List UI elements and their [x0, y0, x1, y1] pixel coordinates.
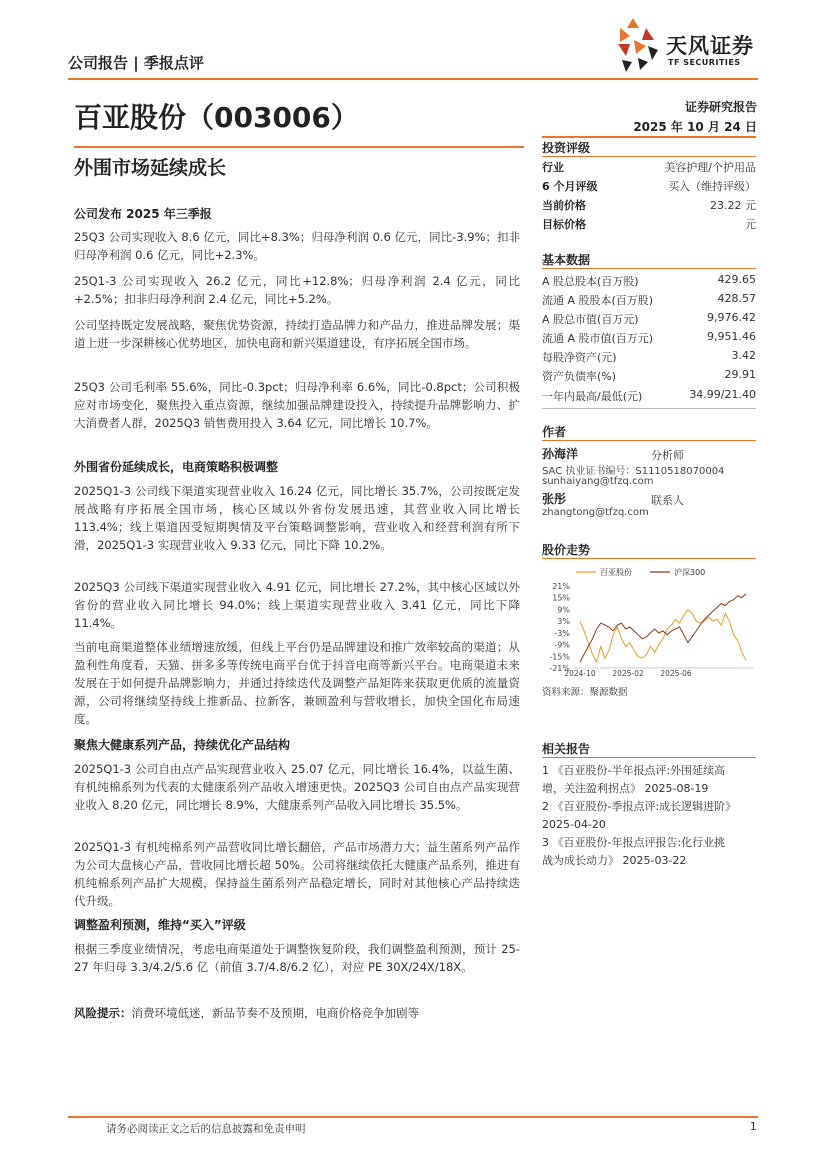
rating-row-price: [542, 197, 756, 216]
author-title: 作者: [542, 425, 567, 439]
rating-row-target: [542, 216, 756, 235]
row-key: 流通 A 股市值(百万元): [542, 332, 654, 345]
y-tick-label: -15%: [549, 652, 570, 662]
footer-divider: [68, 1116, 758, 1118]
author2-name: 张彤: [542, 492, 567, 506]
paragraph: 2025Q3 公司线下渠道实现营业收入 4.91 亿元，同比增长 27.2%，其中核心区域以外省份的营业收入同比增长 94.0%；线上渠道实现营业收入 3.41 亿元，同比下降 11.4%。: [74, 580, 520, 630]
related-report-1[interactable]: [542, 762, 725, 798]
section-title-products: 聚焦大健康系列产品，持续优化产品结构: [74, 738, 291, 752]
header-divider: [68, 78, 758, 80]
section-title-forecast: 调整盈利预测，维持“买入”评级: [74, 918, 246, 932]
row-key: 一年内最高/最低(元): [542, 390, 643, 403]
related-line: 1 《百亚股份-半年报点评:外围延续高: [542, 764, 726, 777]
y-tick-label: 15%: [552, 593, 570, 603]
row-key: A 股总股本(百万股): [542, 275, 639, 288]
y-tick-label: -3%: [554, 628, 570, 638]
paragraph: 2025Q1-3 有机纯棉系列产品营收同比增长翻倍，产品市场潜力大；益生菌系列产品作为公司大盘核心产品，营收同比增长超 50%。公司将继续依托大健康产品系列，推进有机纯棉系列产品扩大规模，保持益生菌系列产品稳定增长，同时对其他核心产品持续迭代升级。: [74, 840, 520, 908]
legend-label: 百亚股份: [600, 568, 632, 577]
row-value: 23.22 元: [710, 199, 756, 212]
paragraph: 当前电商渠道整体业绩增速放缓，但线上平台仍是品牌建设和推广效率较高的渠道；从盈利性角度看，天猫、拼多多等传统电商平台优于抖音电商等新兴平台。电商渠道未来发展在于如何提升品牌影响力，并通过持续迭代及调整产品矩阵来获取更优质的流量资源，公司将继续坚持线上推新品、拉新客，兼顾盈利与营收增长，加快全国化布局速度。: [74, 640, 520, 726]
y-tick-label: 3%: [557, 617, 570, 627]
row-key: 6 个月评级: [542, 180, 598, 193]
section-title-q3: 公司发布 2025 年三季报: [74, 207, 212, 221]
basic-data-title: 基本数据: [542, 253, 591, 267]
basic-row: [542, 311, 756, 330]
author2-role: 联系人: [651, 494, 684, 507]
related-line: 2 《百亚股份-季报点评:成长逻辑进阶》: [542, 800, 737, 813]
disclaimer: 请务必阅读正文之后的信息披露和免责申明: [106, 1123, 306, 1135]
risk-text: 消费环境低迷，新品节奏不及预期，电商价格竞争加剧等: [131, 1006, 419, 1020]
legend-label: 沪深300: [674, 568, 706, 577]
related-line: 战为成长动力》 2025-03-22: [542, 854, 687, 867]
divider: [542, 440, 756, 441]
row-value: 29.91: [724, 368, 756, 381]
price-chart-title: 股价走势: [542, 543, 591, 557]
risk-label: 风险提示：: [74, 1006, 132, 1020]
paragraph: 25Q1-3 公司实现收入 26.2 亿元，同比+12.8%；归母净利润 2.4 亿元，同比+2.5%；扣非归母净利润 2.4 亿元，同比+5.2%。: [74, 274, 520, 306]
row-value: 9,951.46: [707, 330, 756, 343]
row-value: 428.57: [717, 292, 756, 305]
price-chart: [540, 564, 760, 682]
series-line: [580, 594, 746, 662]
rating-row-industry: [542, 159, 756, 178]
author2-email[interactable]: zhangtong@tfzq.com: [542, 507, 649, 518]
y-tick-label: -9%: [554, 640, 570, 650]
related-report-3[interactable]: [542, 834, 725, 870]
row-value: 买入（维持评级）: [668, 180, 756, 193]
author1-name: 孙海洋: [542, 447, 579, 461]
row-key: 每股净资产(元): [542, 351, 617, 364]
row-key: 行业: [542, 161, 564, 174]
row-key: 资产负债率(%): [542, 370, 617, 383]
row-key: A 股总市值(百万元): [542, 313, 639, 326]
divider: [542, 558, 756, 559]
basic-row: [542, 330, 756, 349]
logo-name-cn: 天风证券: [666, 34, 754, 58]
row-value: 9,976.42: [707, 311, 756, 324]
row-key: 目标价格: [542, 218, 586, 231]
x-tick-label: 2024-10: [564, 669, 596, 678]
headline: 外围市场延续成长: [74, 157, 227, 179]
related-line: 3 《百亚股份-年报点评报告:化行业挑: [542, 836, 726, 849]
row-value: 34.99/21.40: [689, 388, 756, 401]
page-number: 1: [750, 1121, 757, 1133]
basic-row: [542, 368, 756, 387]
divider: [542, 757, 756, 758]
basic-row: [542, 349, 756, 368]
sidebar-top-divider: [542, 136, 756, 138]
basic-row: [542, 273, 756, 292]
rating-row-rating: [542, 178, 756, 197]
row-value: 元: [745, 218, 756, 231]
row-value: 429.65: [717, 273, 756, 286]
series-line: [580, 609, 746, 662]
row-value: 3.42: [731, 349, 756, 362]
x-tick-label: 2025-02: [612, 669, 644, 678]
row-key: 流通 A 股股本(百万股): [542, 294, 654, 307]
title-divider: [74, 146, 524, 148]
section-title-channels: 外围省份延续成长，电商策略积极调整: [74, 460, 279, 474]
report-type: 证券研究报告: [684, 100, 757, 114]
paragraph: 2025Q1-3 公司自由点产品实现营业收入 25.07 亿元，同比增长 16.4%，以益生菌、有机纯棉系列为代表的大健康系列产品收入增速更快。2025Q3 公司自由点产品实现营业收入 8.20 亿元，同比增长 8.9%，大健康系列产品收入同比增长 35.5%。: [74, 762, 520, 812]
paragraph: 公司坚持既定发展战略，聚焦优势资源，持续打造品牌力和产品力，推进品牌发展；渠道上进一步深耕核心优势地区，加快电商和新兴渠道建设，有序拓展全国市场。: [74, 318, 520, 350]
author1-email[interactable]: sunhaiyang@tfzq.com: [542, 476, 654, 487]
y-tick-label: -21%: [549, 664, 570, 673]
related-title: 相关报告: [542, 742, 591, 756]
related-line: 2025-04-20: [542, 818, 606, 831]
divider: [542, 408, 756, 409]
risk-note: [74, 1004, 419, 1022]
related-report-2[interactable]: [542, 798, 736, 834]
basic-row: [542, 388, 756, 407]
row-key: 当前价格: [542, 199, 586, 212]
report-category: 公司报告 | 季报点评: [68, 54, 204, 72]
company-title: 百亚股份（003006）: [74, 101, 359, 134]
rating-title: 投资评级: [542, 141, 591, 155]
report-date: 2025 年 10 月 24 日: [633, 120, 757, 134]
paragraph: 25Q3 公司实现收入 8.6 亿元，同比+8.3%；归母净利润 0.6 亿元，同比-3.9%；扣非归母净利润 0.6 亿元，同比+2.3%。: [74, 230, 520, 262]
paragraph: 根据三季度业绩情况，考虑电商渠道处于调整恢复阶段，我们调整盈利预测，预计 25-27 年归母 3.3/4.2/5.6 亿（前值 3.7/4.8/6.2 亿），对应 PE 30X/24X/18X。: [74, 942, 520, 974]
author1-cert: SAC 执业证书编号：S1110518070004: [542, 466, 725, 477]
logo-name-en: TF SECURITIES: [668, 58, 741, 67]
row-value: 美容护理/个护用品: [664, 161, 756, 174]
divider: [542, 156, 756, 157]
x-tick-label: 2025-06: [660, 669, 692, 678]
paragraph: 2025Q1-3 公司线下渠道实现营业收入 16.24 亿元，同比增长 35.7%，公司按既定发展战略有序拓展全国市场，核心区域以外省份发展迅速，其营业收入同比增长 113.4%；线上渠道因受短期舆情及平台策略调整影响，营业收入和经营利润有所下滑，2025Q1-3 实现营业收入 9.33 亿元，同比下降 10.2%。: [74, 484, 520, 552]
chart-source: 资料来源：聚源数据: [542, 687, 628, 698]
divider: [542, 268, 756, 269]
author1-role: 分析师: [651, 449, 684, 462]
paragraph: 25Q3 公司毛利率 55.6%，同比-0.3pct；归母净利率 6.6%，同比-0.8pct；公司积极应对市场变化，聚焦投入重点资源，继续加强品牌建设投入，持续提升品牌影响力、扩大消费者人群，2025Q3 销售费用投入 3.64 亿元，同比增长 10.7%。: [74, 380, 520, 430]
y-tick-label: 21%: [552, 582, 570, 591]
basic-row: [542, 292, 756, 311]
y-tick-label: 9%: [557, 605, 570, 615]
related-line: 增，关注盈利拐点》 2025-08-19: [542, 782, 709, 795]
